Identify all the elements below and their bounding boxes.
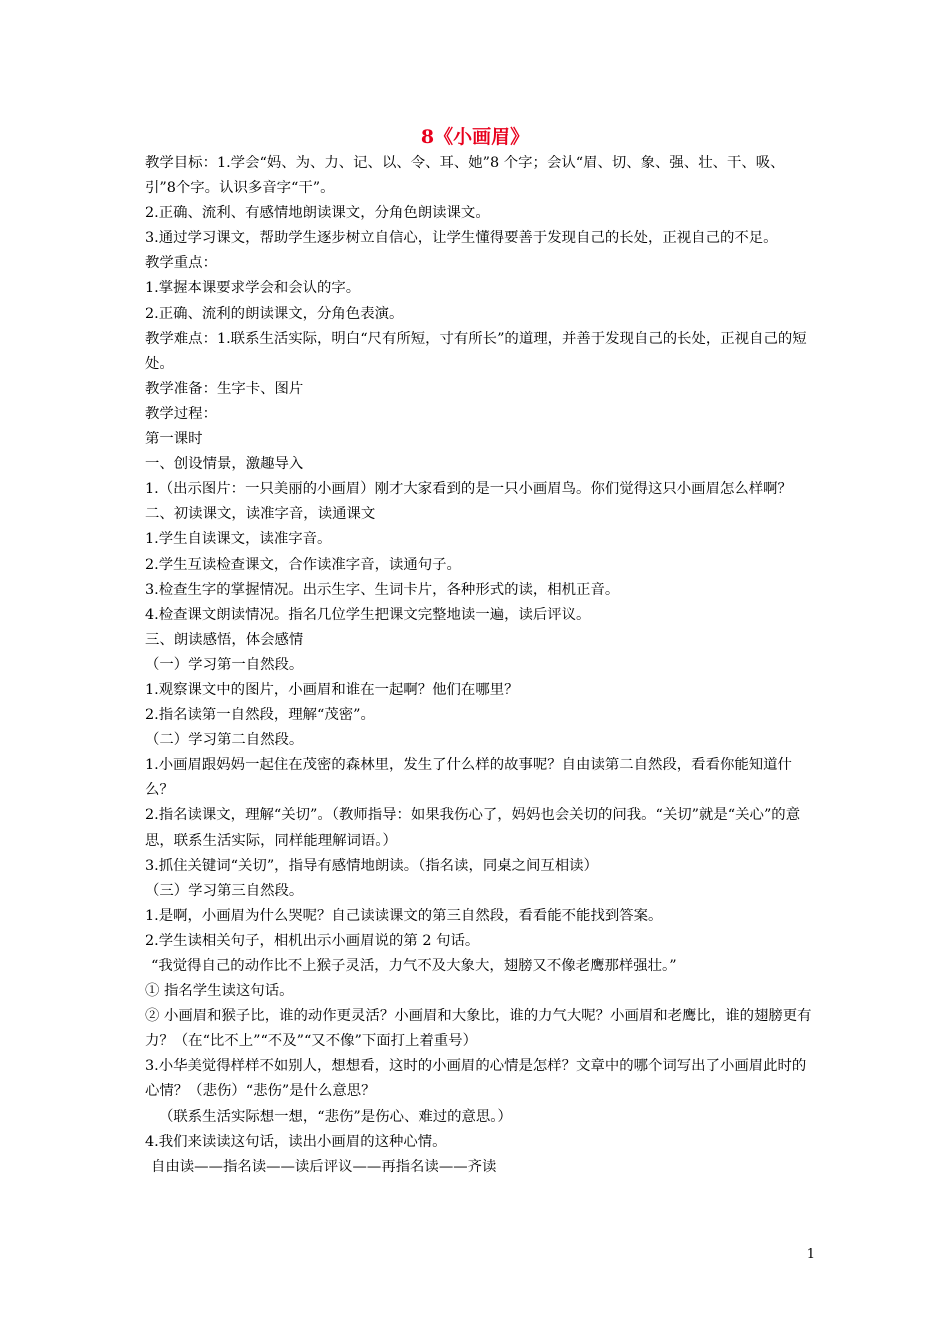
paragraph: 1.小画眉跟妈妈一起住在茂密的森林里，发生了什么样的故事呢？自由读第二自然段，看看你能知道什么？ bbox=[145, 757, 792, 799]
paragraph: 3.小华美觉得样样不如别人，想想看，这时的小画眉的心情是怎样？文章中的哪个词写出了小画眉此时的心情？（悲伤）“悲伤”是什么意思？ bbox=[145, 1058, 807, 1100]
section-heading: 第一课时 bbox=[145, 431, 203, 448]
quote: “我觉得自己的动作比不上猴子灵活，力气不及大象大，翅膀又不像老鹰那样强壮。” bbox=[151, 958, 677, 974]
paragraph: 3.抓住关键词“关切”，指导有感情地朗读。（指名读，同桌之间互相读） bbox=[145, 857, 598, 874]
paragraph: 教学准备：生字卡、图片 bbox=[145, 380, 304, 397]
section-heading: 三、朗读感悟，体会感情 bbox=[145, 631, 304, 648]
paragraph: （联系生活实际想一想，“悲伤”是伤心、难过的意思。） bbox=[159, 1108, 512, 1125]
document-title: 8《小画眉》 bbox=[420, 126, 530, 148]
paragraph: 1.掌握本课要求学会和会认的字。 bbox=[145, 280, 361, 297]
paragraph: 1.是啊，小画眉为什么哭呢？自己读读课文的第三自然段，看看能不能找到答案。 bbox=[145, 907, 663, 924]
paragraph: 2.指名读第一自然段，理解“茂密”。 bbox=[145, 707, 375, 724]
paragraph: 教学难点：1.联系生活实际，明白“尺有所短，寸有所长”的道理，并善于发现自己的长处，正视自己的短处。 bbox=[145, 330, 807, 372]
paragraph: 3.通过学习课文，帮助学生逐步树立自信心，让学生懂得要善于发现自己的长处，正视自己的不足。 bbox=[145, 230, 778, 247]
section-heading: 教学重点： bbox=[145, 255, 217, 272]
subsection-heading: （三）学习第三自然段。 bbox=[145, 882, 304, 899]
paragraph: ① 指名学生读这句话。 bbox=[145, 983, 294, 1000]
paragraph: 2.指名读课文，理解“关切”。（教师指导：如果我伤心了，妈妈也会关切的问我。“关切”就是“关心”的意思，联系生活实际，同样能理解词语。） bbox=[145, 807, 801, 849]
subsection-heading: （二）学习第二自然段。 bbox=[145, 732, 304, 749]
subsection-heading: （一）学习第一自然段。 bbox=[145, 656, 304, 673]
paragraph: 4.检查课文朗读情况。指名几位学生把课文完整地读一遍，读后评议。 bbox=[145, 606, 591, 623]
page-number: 1 bbox=[806, 1247, 815, 1262]
document-body bbox=[145, 151, 813, 1180]
paragraph: 2.学生互读检查课文，合作读准字音，读通句子。 bbox=[145, 556, 461, 573]
paragraph: 2.学生读相关句子，相机出示小画眉说的第 2 句话。 bbox=[145, 932, 480, 949]
section-heading: 一、创设情景，激趣导入 bbox=[145, 456, 304, 473]
paragraph: 自由读——指名读——读后评议——再指名读——齐读 bbox=[151, 1158, 497, 1175]
paragraph: 1.学生自读课文，读准字音。 bbox=[145, 531, 332, 548]
paragraph: 4.我们来读读这句话，读出小画眉的这种心情。 bbox=[145, 1133, 447, 1150]
paragraph: 3.检查生字的掌握情况。出示生字、生词卡片，各种形式的读，相机正音。 bbox=[145, 581, 620, 598]
paragraph: 2.正确、流利的朗读课文，分角色表演。 bbox=[145, 305, 404, 322]
paragraph: ② 小画眉和猴子比，谁的动作更灵活？小画眉和大象比，谁的力气大呢？小画眉和老鹰比，谁的翅膀更有力？（在“比不上”“不及”“又不像”下面打上着重号） bbox=[145, 1008, 812, 1050]
paragraph: 1.观察课文中的图片，小画眉和谁在一起啊？他们在哪里？ bbox=[145, 681, 519, 698]
section-heading: 教学过程： bbox=[145, 405, 217, 422]
section-heading: 二、初读课文，读准字音，读通课文 bbox=[145, 506, 376, 523]
paragraph: 教学目标：1.学会“妈、为、力、记、以、令、耳、她”8 个字；会认“眉、切、象、强、壮、干、吸、引”8个字。认识多音字“干”。 bbox=[145, 155, 785, 197]
paragraph: 2.正确、流利、有感情地朗读课文，分角色朗读课文。 bbox=[145, 205, 490, 222]
paragraph: 1.（出示图片：一只美丽的小画眉）刚才大家看到的是一只小画眉鸟。你们觉得这只小画眉怎么样啊？ bbox=[145, 481, 792, 498]
